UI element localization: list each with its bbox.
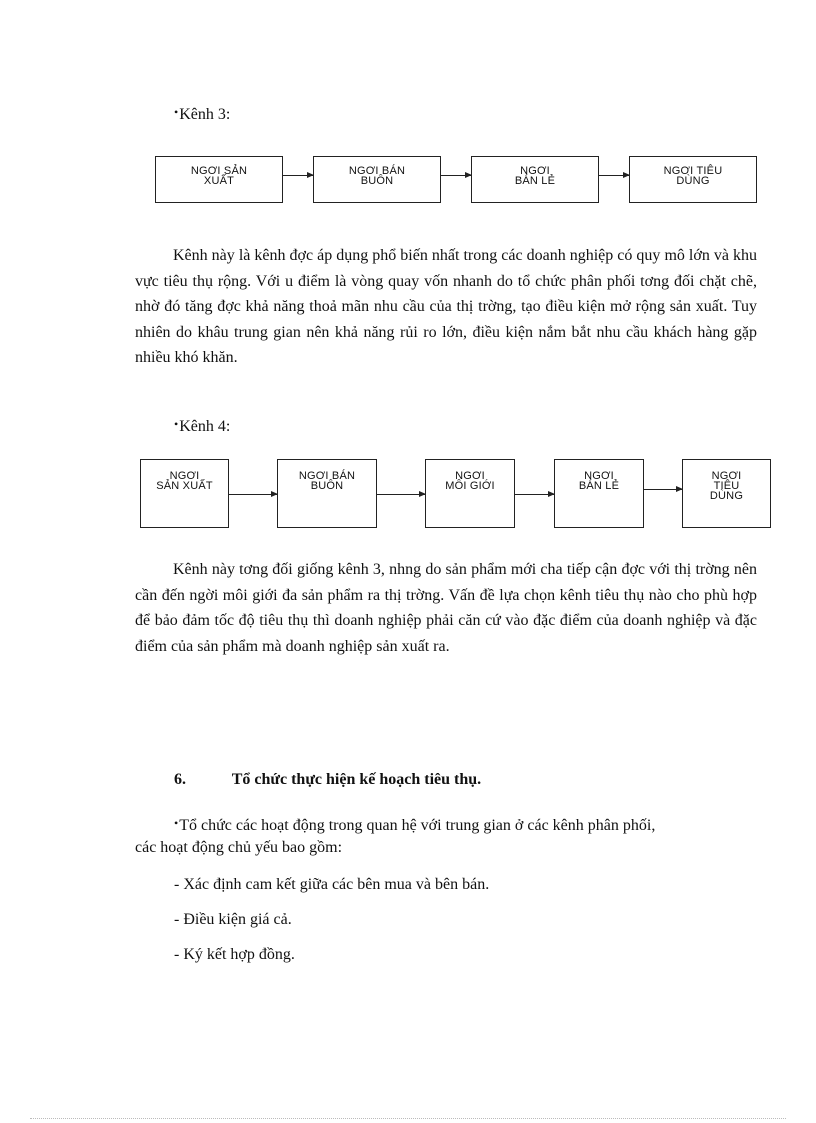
channel3-box-retailer	[471, 156, 599, 203]
box-line: NGƠI	[169, 470, 200, 482]
section-title: Tổ chức thực hiện kế hoạch tiêu thụ.	[231, 771, 482, 788]
box-line: XUẤT	[203, 175, 235, 187]
channel4-box-consumer	[682, 459, 771, 528]
box-line: BÁN LẺ	[514, 175, 556, 187]
channel4-box-producer	[140, 459, 229, 528]
channel4-box-broker	[425, 459, 515, 528]
channel4-label-text: Kênh 4:	[179, 418, 231, 435]
bullet-icon: •	[174, 816, 179, 830]
section-intro-line1	[174, 813, 655, 836]
arrow-icon	[229, 494, 277, 495]
box-line: DÙNG	[709, 490, 744, 502]
channel4-box-retailer	[554, 459, 644, 528]
arrow-icon	[515, 494, 554, 495]
arrow-icon	[644, 489, 682, 490]
section-intro-line2: các hoạt động chủ yếu bao gồm:	[135, 839, 343, 856]
box-line: TIÊU	[713, 480, 740, 492]
box-line: SẢN XUẤT	[156, 480, 213, 492]
box-line: BUÔN	[360, 175, 394, 187]
arrow-icon	[283, 175, 313, 176]
box-line: BUÔN	[310, 480, 344, 492]
channel3-box-consumer	[629, 156, 757, 203]
intro-text: Tổ chức các hoạt động trong quan hệ với trung gian ở các kênh phân phối,	[179, 817, 656, 834]
channel3-box-producer	[155, 156, 283, 203]
channel3-paragraph: Kênh này là kênh đợc áp dụng phổ biến nhất trong các doanh nghiệp có quy mô lớn và khu vực tiêu thụ rộng. Với u điểm là vòng quay vốn nhanh do tổ chức phân phối tơng đối chặt chẽ, nhờ đó tăng đợc khả năng thoả mãn nhu cầu của thị trờng, tạo điều kiện mở rộng sản xuất. Tuy nhiên do khâu trung gian nên khả năng rủi ro lớn, điều kiện nắm bắt nhu cầu khách hàng gặp nhiều khó khăn.	[135, 247, 757, 366]
box-line: MÔI GIỚI	[445, 480, 495, 492]
box-line: NGƠI	[711, 470, 742, 482]
page-bottom-rule	[30, 1118, 786, 1119]
box-line: NGƠI	[584, 470, 614, 482]
list-item: - Điều kiện giá cả.	[174, 911, 292, 928]
box-line: NGƠI SẢN	[190, 165, 248, 177]
channel3-label-text: Kênh 3:	[179, 106, 231, 123]
bullet-icon: •	[174, 417, 179, 431]
bullet-icon: •	[174, 105, 179, 119]
box-line: NGƠI	[520, 165, 550, 177]
section-number: 6.	[174, 771, 186, 788]
box-line: NGƠI BÁN	[348, 165, 406, 177]
channel3-label	[174, 102, 230, 125]
box-line: NGƠI	[455, 470, 485, 482]
arrow-icon	[599, 175, 629, 176]
channel3-box-wholesaler	[313, 156, 441, 203]
box-line: BÁN LẺ	[578, 480, 620, 492]
list-item: - Ký kết hợp đồng.	[174, 946, 295, 963]
channel4-paragraph: Kênh này tơng đối giống kênh 3, nhng do sản phẩm mới cha tiếp cận đợc với thị trờng nên cần đến ngời môi giới đa sản phẩm ra thị trờng. Vấn đề lựa chọn kênh tiêu thụ nào cho phù hợp để bảo đảm tốc độ tiêu thụ thì doanh nghiệp phải căn cứ vào đặc điểm của doanh nghiệp và đặc điểm của sản phẩm mà doanh nghiệp sản xuất ra.	[135, 561, 757, 655]
box-line: DÙNG	[676, 175, 710, 187]
channel4-label	[174, 414, 230, 437]
list-item: - Xác định cam kết giữa các bên mua và bên bán.	[174, 876, 490, 893]
arrow-icon	[441, 175, 471, 176]
box-line: NGƠI TIÊU	[663, 165, 723, 177]
arrow-icon	[377, 494, 425, 495]
channel4-box-wholesaler	[277, 459, 377, 528]
section-heading	[174, 770, 481, 790]
box-line: NGƠI BÁN	[298, 470, 356, 482]
